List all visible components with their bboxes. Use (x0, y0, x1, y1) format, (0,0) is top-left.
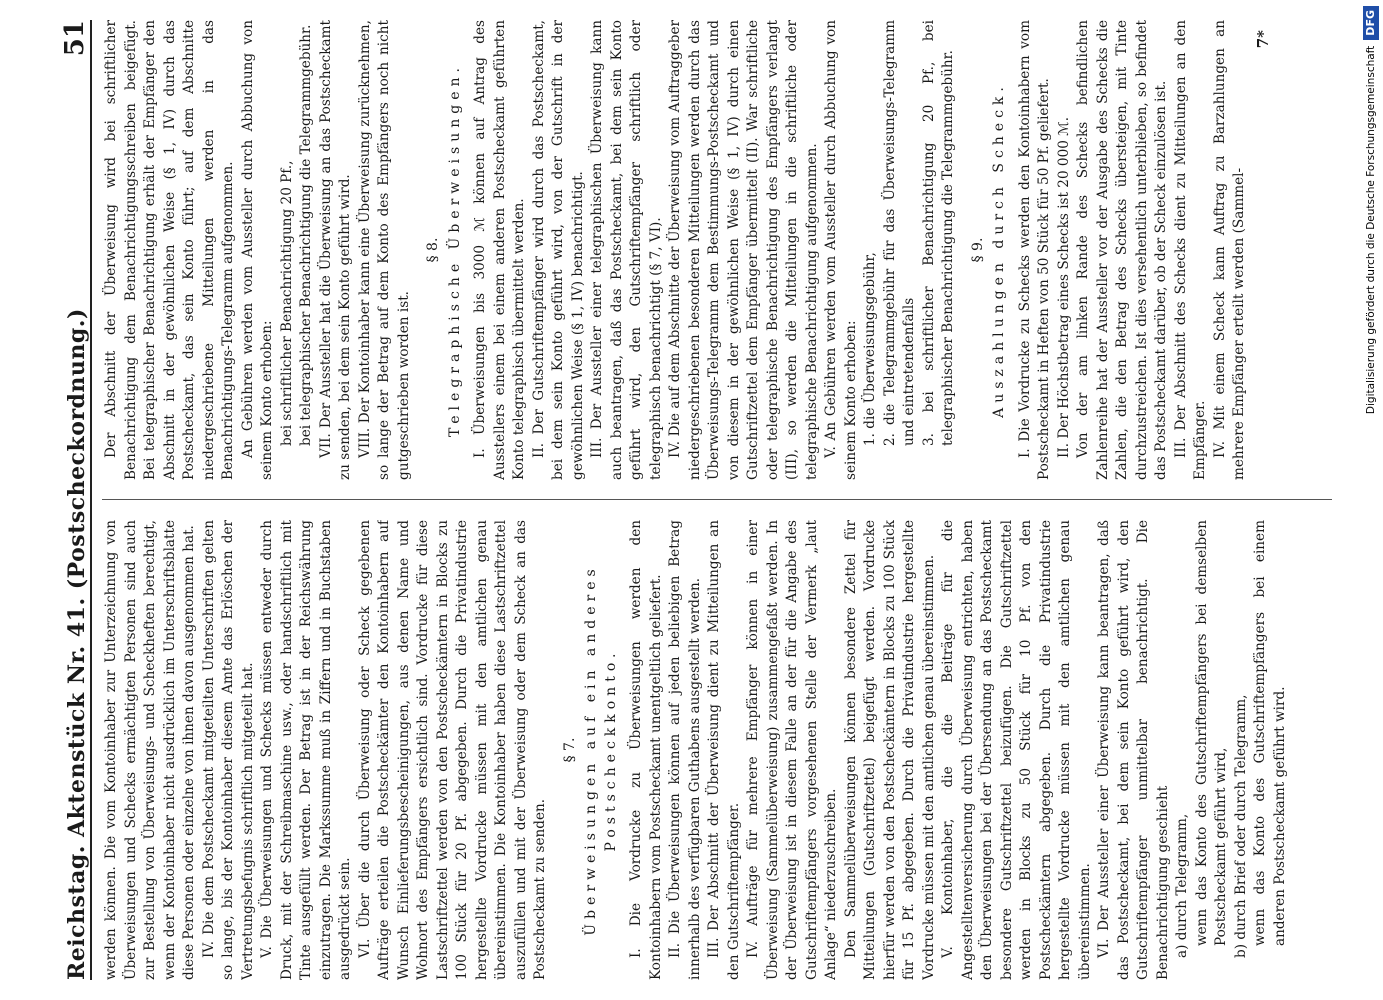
section-title: Auszahlungen durch Scheck. (991, 82, 1007, 418)
list-item: 1. die Überweisungsgebühr, (862, 252, 878, 446)
section-number: § 7. (561, 737, 578, 763)
section-number: § 8. (425, 237, 441, 263)
signature-mark: 7* (1253, 30, 1272, 49)
list-item-detail: wenn das Konto des Gutschriftempfängers bei demselben Postscheckamt geführt wird, (1193, 520, 1229, 946)
paragraph: Der Abschnitt der Überweisung wird bei schriftlicher Benachrichtigung dem Benachrichtigungsschreiben beigefügt. Bei telegraphischer Benachrichtigung erhält der Empfänger den Abschnitt in der gewöhnlichen Weise (§ 1, IV) durch das Postscheckamt, das sein Konto führt; auf dem Abschnitte niedergeschriebene Mitteilungen werden in das Benachrichtigungs-Telegramm aufgenommen. (103, 20, 236, 480)
list-item-detail: wenn das Konto des Gutschriftempfängers bei einem anderen Postscheckamt geführt wird. (1252, 520, 1288, 946)
paragraph: III. Der Abschnitt der Überweisung dient zu Mitteilungen an den Gutschriftempfänger. (706, 520, 742, 980)
paragraph: III. Der Aussteller einer telegraphischen Überweisung kann auch beantragen, daß das Postscheckamt, bei dem sein Konto geführt wird, den Gutschriftempfänger schriftlich oder telegraphisch benachrichtigt (§ 7, VI). (589, 20, 664, 480)
list-item: b) durch Brief oder durch Telegramm, (1232, 694, 1249, 958)
paragraph: I. Die Vordrucke zu Schecks werden den Kontoinhabern vom Postscheckamt in Heften von 50 Stück für 50 Pf. geliefert. (1016, 20, 1052, 480)
paragraph: III. Der Abschnitt des Schecks dient zu Mitteilungen an den Empfänger. (1172, 20, 1208, 480)
page-number: 51 (60, 20, 90, 57)
paragraph: II. Der Gutschriftempfänger wird durch das Postscheckamt, bei dem sein Konto geführt wird, von der Gutschrift in der gewöhnlichen Weise (§ 1, IV) benachrichtigt. (530, 20, 586, 480)
paragraph: VI. Der Aussteller einer Überweisung kann beantragen, daß das Postscheckamt, bei dem sein Konto geführt wird, den Gutschriftempfänger unmittelbar benachrichtigt. Die Benachrichtigung geschieht (1096, 520, 1171, 980)
credit-line (1360, 6, 1382, 996)
running-head: Reichstag. Aktenstück Nr. 41. (Postscheckordnung.) (64, 308, 90, 980)
paragraph: IV. Die auf dem Abschnitte der Überweisung vom Auftraggeber niedergeschriebenen besonderen Mitteilungen werden durch das Überweisungs-Telegramm dem Bestimmungs-Postscheckamt und von diesem in der gewöhnlichen Weise (§ 1, IV) durch einen Gutschriftzettel dem Empfänger übermittelt (II). War schriftliche oder telegraphische Benachrichtigung des Empfängers verlangt (III), so werden die Mitteilungen in die schriftliche oder telegraphische Benachrichtigung aufgenommen. (667, 20, 820, 480)
paragraph: VI. Über die durch Überweisung oder Scheck gegebenen Aufträge erteilen die Postscheckämter den Kontoinhabern auf Wunsch Einlieferungsbescheinigungen, aus denen Name und Wohnort des Empfängers ersichtlich sind. Vordrucke für diese Lastschriftzettel werden von den Postscheckämtern in Blocks zu 100 Stück für 20 Pf. abgegeben. Durch die Privatindustrie hergestellte Vordrucke müssen mit den amtlichen genau übereinstimmen. Die Kontoinhaber haben diese Lastschriftzettel auszufüllen und mit der Überweisung oder dem Scheck an das Postscheckamt zu senden. (356, 520, 548, 980)
column-divider (102, 499, 1332, 500)
paragraph: IV. Mit einem Scheck kann Auftrag zu Barzahlungen an mehrere Empfänger erteilt werden (Sammel- (1211, 20, 1247, 480)
digitization-credit (1358, 6, 1380, 996)
dfg-logo-icon: DFG (1363, 6, 1379, 40)
paragraph: Von der am linken Rande des Schecks befindlichen Zahlenreihe hat der Aussteller vor der Ausgabe des Schecks die Zahlen, die den Betrag des Schecks übersteigen, mit Tinte durchzustreichen. Ist dies versehentlich unterblieben, so befindet das Postscheckamt darüber, ob der Scheck einzulösen ist. (1075, 20, 1169, 480)
paragraph: V. An Gebühren werden vom Aussteller durch Abbuchung von seinem Konto erhoben: (823, 20, 859, 480)
list-item: 3. bei schriftlicher Benachrichtigung 20 Pf., bei telegraphischer Benachrichtigung die Telegrammgebühr. (920, 20, 956, 446)
right-column (102, 20, 1332, 480)
list-item: a) durch Telegramm, (1174, 813, 1190, 958)
paragraph: I. Überweisungen bis 3000 ℳ können auf Antrag des Ausstellers einem bei einem anderen Postscheckamt geführten Konto telegraphisch übermittelt werden. (472, 20, 527, 480)
section-number: § 9. (969, 237, 986, 263)
paragraph: IV. Die dem Postscheckamt mitgeteilten Unterschriften gelten so lange, bis der Kontoinhaber diesem Amte das Erlöschen der Vertretungsbefugnis schriftlich mitgeteilt hat. (200, 520, 256, 980)
paragraph: VIII. Der Kontoinhaber kann eine Überweisung zurücknehmen, so lange der Betrag auf dem Konto des Empfängers noch nicht gutgeschrieben worden ist. (356, 20, 412, 480)
list-item: bei telegraphischer Benachrichtigung die Telegrammgebühr. (298, 24, 314, 446)
page-header (50, 20, 92, 980)
paragraph: V. Kontoinhaber, die die Beiträge für die Angestelltenversicherung durch Überweisung entrichten, haben den Überweisungen bei der Übersendung an das Postscheckamt besondere Gutschriftzettel beizufügen. Die Gutschriftzettel werden in Blocks zu 50 Stück für 10 Pf. von den Postscheckämtern abgegeben. Durch die Privatindustrie hergestellte Vordrucke müssen mit den amtlichen genau übereinstimmen. (940, 520, 1093, 980)
paragraph: II. Die Überweisungen können auf jeden beliebigen Betrag innerhalb des verfügbaren Guthabens ausgestellt werden. (667, 520, 703, 980)
paragraph: II. Der Höchstbetrag eines Schecks ist 20 000 ℳ. (1055, 116, 1072, 458)
paragraph: I. Die Vordrucke zu Überweisungen werden den Kontoinhabern vom Postscheckamt unentgeltlich geliefert. (628, 520, 664, 980)
list-item: 2. die Telegrammgebühr für das Überweisungs-Telegramm und eintretendenfalls (881, 20, 917, 446)
paragraph: An Gebühren werden vom Aussteller durch Abbuchung von seinem Konto erhoben: (239, 20, 275, 480)
paragraph: Den Sammelüberweisungen können besondere Zettel für Mitteilungen (Gutschriftzettel) beigefügt werden. Vordrucke hierfür werden von den Postscheckämtern in Blocks zu 100 Stück für 15 Pf. abgegeben. Durch die Privatindustrie hergestellte Vordrucke müssen mit den amtlichen genau übereinstimmen. (842, 520, 937, 980)
rotated-page-content (50, 20, 1350, 980)
section-title: Telegraphische Überweisungen. (446, 63, 463, 437)
paragraph: IV. Aufträge für mehrere Empfänger können in einer Überweisung (Sammelüberweisung) zusammengefaßt werden. In der Überweisung ist in diesem Falle an der für die Angabe des Gutschriftempfängers vorgesehenen Stelle der Vermerk „laut Anlage“ niederzuschreiben. (745, 520, 839, 980)
paragraph: werden können. Die vom Kontoinhaber zur Unterzeichnung von Überweisungen und Schecks ermächtigten Personen sind auch zur Bestellung von Überweisungs- und Scheckheften berechtigt, wenn der Kontoinhaber nicht ausdrücklich im Unterschriftsblatte diese Personen oder einzelne von ihnen davon ausgenommen hat. (103, 520, 197, 980)
paragraph: VII. Der Aussteller hat die Überweisung an das Postscheckamt zu senden, bei dem sein Konto geführt wird. (317, 20, 353, 480)
credit-text: Digitalisierung gefördert durch die Deutsche Forschungsgemeinschaft (1365, 45, 1377, 415)
paragraph: V. Die Überweisungen und Schecks müssen entweder durch Druck, mit der Schreibmaschine usw., oder handschriftlich mit Tinte ausgefüllt werden. Der Betrag ist in der Reichswährung einzutragen. Die Markssumme muß in Ziffern und in Buchstaben ausgedrückt sein. (259, 520, 353, 980)
left-column (102, 520, 1332, 980)
list-item: bei schriftlicher Benachrichtigung 20 Pf., (278, 160, 295, 446)
section-title: Überweisungen auf ein anderes Postscheckkonto. (583, 564, 619, 936)
